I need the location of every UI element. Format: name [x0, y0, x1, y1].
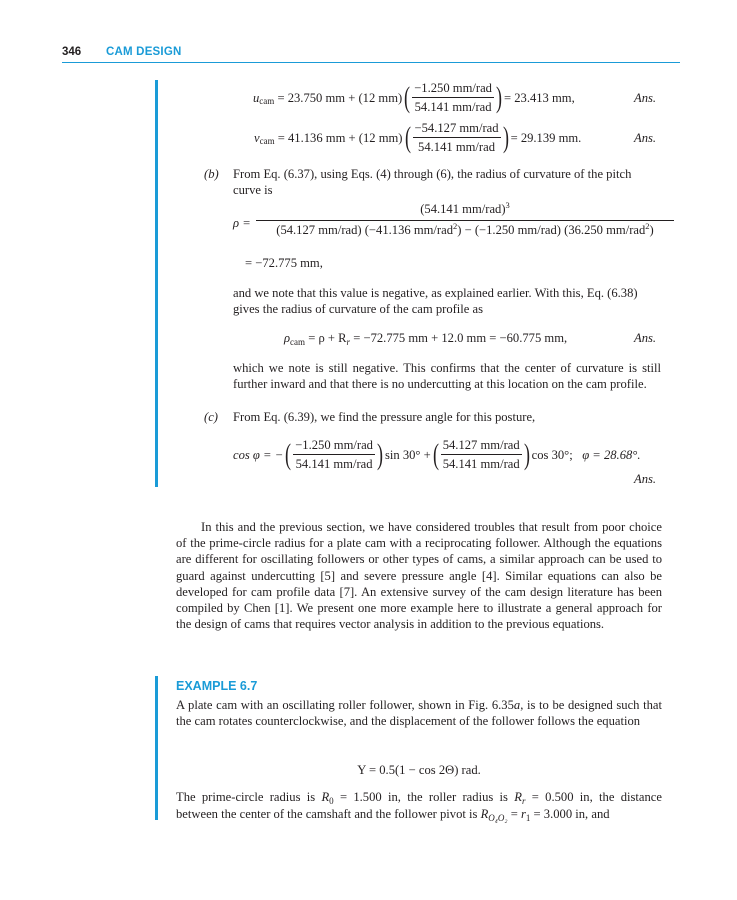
part-b-paragraph-2: which we note is still negative. This confirms that the center of curvature is still further inward and that there is no undercutting at this location on the cam profile.	[233, 361, 661, 392]
part-b-text: From Eq. (6.37), using Eqs. (4) through (6), the radius of curvature of the pitch curve is	[233, 167, 632, 198]
answer-label-u: Ans.	[634, 91, 657, 105]
equation-ucam: u cam = 23.750 mm + (12 mm) ( $\frac{\text{−1.250 mm/rad}}{\text{54.141 mm/rad}}$ ) = 23.413 mm,	[253, 81, 575, 114]
part-b-label: (b)	[204, 167, 219, 181]
rho-lhs: ρ =	[233, 216, 251, 230]
page-number: 346	[62, 46, 82, 58]
part-c-text: From Eq. (6.39), we find the pressure angle for this posture,	[233, 410, 536, 424]
equation-cos-phi: cos φ = − ( $\frac{\text{−1.250 mm/rad}}{\text{54.141 mm/rad}}$ ) sin 30° + ( $\frac{\text{54.127 mm/rad}}{\text{54.141 mm/rad}}$ ) cos 30°; φ = 28.68°.	[233, 438, 641, 471]
margin-bar-example	[155, 676, 158, 820]
example-last-lines: The prime-circle radius is $R_0 = 1.500$ in, the roller radius is $R_r = 0.500$ in, the distance between the center of the camshaft and the follower pivot is $R_{O_4O_2} = r_1 = 3.000$ in, and	[176, 790, 662, 824]
body-paragraph: In this and the previous section, we have considered troubles that result from poor choice of the prime-circle radius for a plate cam with a reciprocating follower. Although the equations are different for oscillating followers or other types of cams, a similar approach can be used to guard against undercutting [5] and severe pressure angle [4]. Similar equations can also be developed for cam profile data [7]. An extensive survey of the cam design literature has been compiled by Chen [1]. We present one more example here to illustrate a general approach for the design of cams that requires vector analysis in addition to the previous equations.	[176, 520, 662, 632]
example-intro: A plate cam with an oscillating roller follower, shown in Fig. 6.35a, is to be designed such that the cam rotates counterclockwise, and the displacement of the follower follows the equation	[176, 698, 662, 729]
equation-rhocam: $\rho_{cam} = \rho + R_r = -72.775$ mm + 12.0 mm = −60.775 mm,	[284, 331, 568, 347]
example-title: EXAMPLE 6.7	[176, 679, 258, 693]
rho-result: = −72.775 mm,	[245, 256, 323, 270]
example-equation: Y = 0.5(1 − cos 2Θ) rad.	[357, 763, 481, 777]
answer-label-rhocam: Ans.	[634, 331, 657, 345]
header-rule	[62, 62, 680, 63]
rho-fraction: (54.141 mm/rad)$^3$ (54.127 mm/rad) (−41.136 mm/rad$^2$) − (−1.250 mm/rad) (36.250 mm/rad$^2$)	[256, 202, 674, 238]
margin-bar-solution	[155, 80, 158, 487]
part-c-label: (c)	[204, 410, 218, 424]
part-b-paragraph-1: and we note that this value is negative, as explained earlier. With this, Eq. (6.38) gives the radius of curvature of the cam profile as	[233, 286, 638, 317]
answer-label-phi: Ans.	[634, 472, 657, 486]
equation-vcam: v cam = 41.136 mm + (12 mm) ( $\frac{\text{−54.127 mm/rad}}{\text{54.141 mm/rad}}$ ) = 29.139 mm.	[254, 121, 582, 154]
answer-label-v: Ans.	[634, 131, 657, 145]
running-title: CAM DESIGN	[106, 46, 182, 58]
